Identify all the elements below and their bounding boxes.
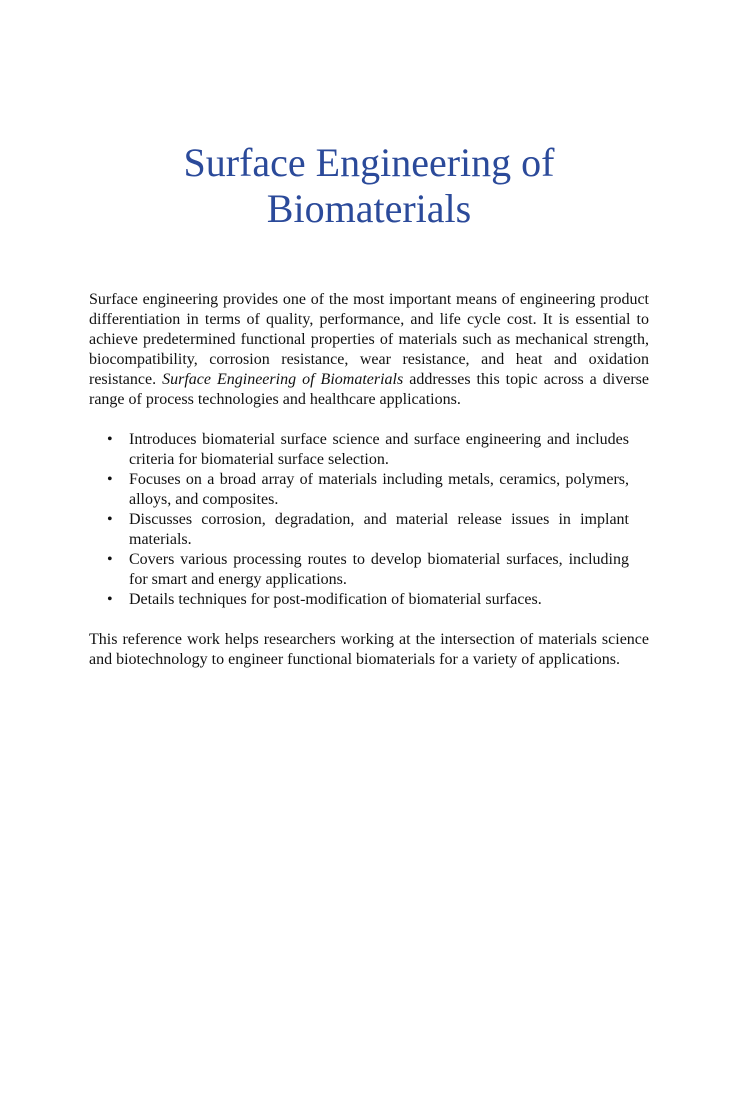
bullet-icon: •: [107, 551, 113, 568]
bullet-icon: •: [107, 431, 113, 448]
closing-paragraph: This reference work helps researchers working at the intersection of materials science and biotechnology to engineer functional biomaterials for a variety of applications.: [89, 631, 649, 668]
title-line-1: Surface Engineering of: [183, 140, 555, 185]
list-item-text: Details techniques for post-modification of biomaterial surfaces.: [129, 591, 542, 608]
intro-book-title: Surface Engineering of Biomaterials: [162, 371, 404, 388]
bullet-icon: •: [107, 471, 113, 488]
intro-text-end: addresses this topic across a diverse range of process technologies and healthcare applications.: [89, 371, 650, 408]
list-item-text: Introduces biomaterial surface science and surface engineering and includes criteria for biomaterial surface selection.: [129, 431, 629, 468]
list-item-text: Covers various processing routes to develop biomaterial surfaces, including for smart and energy applications.: [129, 551, 629, 588]
list-item: [89, 470, 629, 510]
bullet-icon: •: [107, 591, 113, 608]
list-item: [89, 590, 629, 610]
intro-text-start: Surface engineering provides one of the most important means of engineering product differentiation in terms of quality, performance, and life cycle cost. It is essential to achieve predetermined functional properties of materials such as mechanical strength, biocompatibility, corrosion resistance, wear resistance, and heat and oxidation resistance.: [89, 291, 649, 388]
list-item: [89, 430, 629, 470]
intro-paragraph: [89, 290, 649, 410]
title-line-2: Biomaterials: [266, 186, 472, 231]
list-item: [89, 510, 629, 550]
feature-list: [89, 430, 629, 610]
list-item: [89, 550, 629, 590]
list-item-text: Focuses on a broad array of materials including metals, ceramics, polymers, alloys, and composites.: [129, 471, 629, 508]
page-title: [0, 140, 738, 232]
bullet-icon: •: [107, 511, 113, 528]
list-item-text: Discusses corrosion, degradation, and material release issues in implant materials.: [129, 511, 629, 548]
